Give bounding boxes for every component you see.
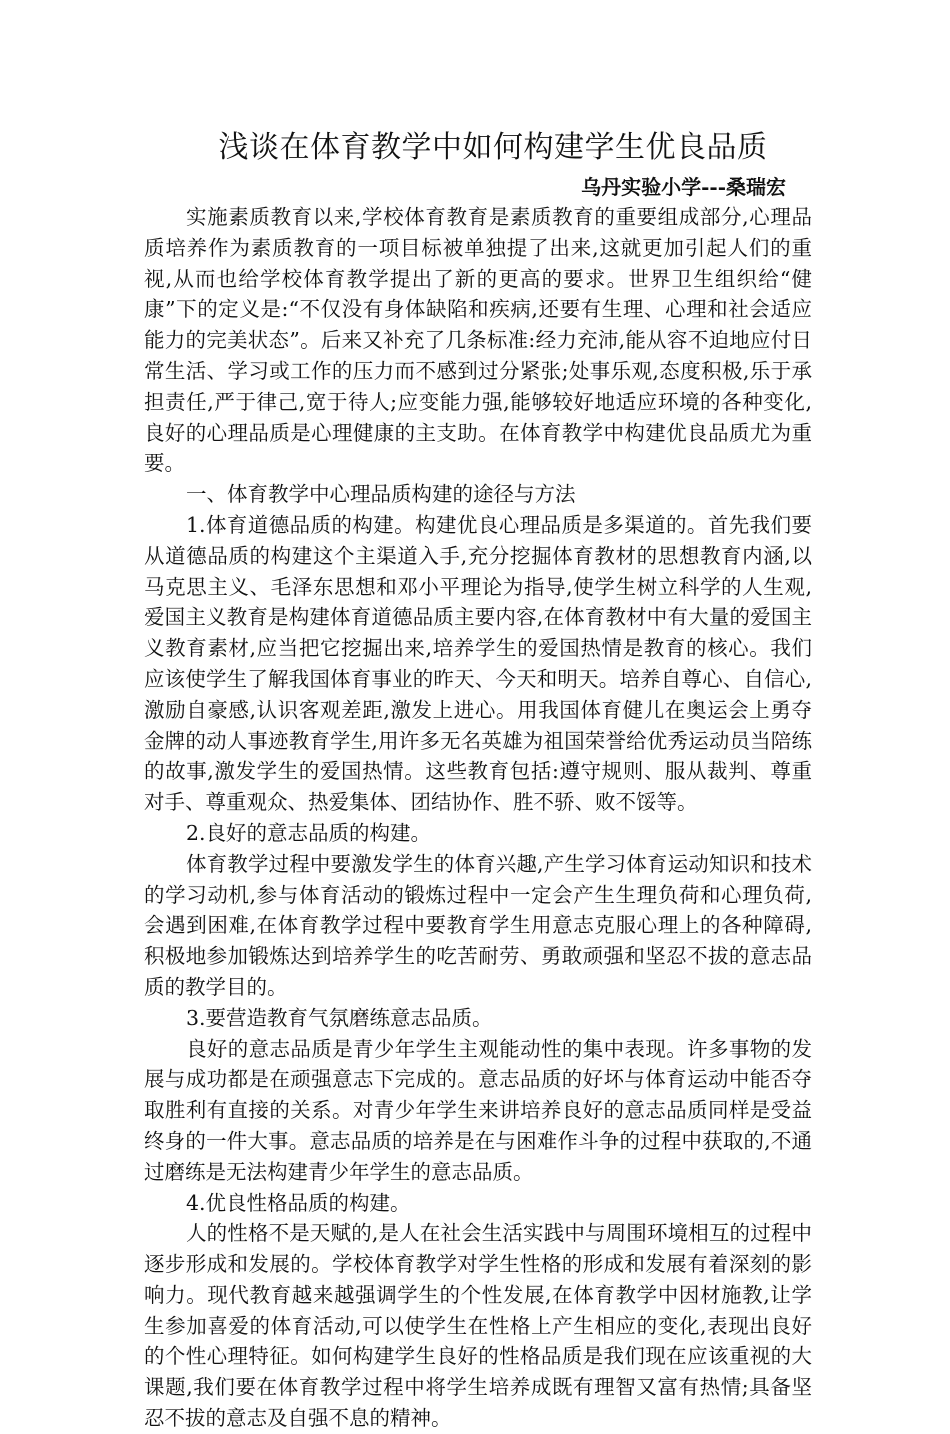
item1-paragraph: 1.体育道德品质的构建。构建优良心理品质是多渠道的。首先我们要从道德品质的构建这个主渠道入手,充分挖掘体育教材的思想教育内涵,以马克思主义、毛泽东思想和邓小平理论为指导,使学生树立科学的人生观,爱国主义教育是构建体育道德品质主要内容,在体育教材中有大量的爱国主义教育素材,应当把它挖掘出来,培养学生的爱国热情是教育的核心。我们应该使学生了解我国体育事业的昨天、今天和明天。培养自尊心、自信心,激励自豪感,认识客观差距,激发上进心。用我国体育健儿在奥运会上勇夺金牌的动人事迹教育学生,用许多无名英雄为祖国荣誉给优秀运动员当陪练的故事,激发学生的爱国热情。这些教育包括:遵守规则、服从裁判、尊重对手、尊重观众、热爱集体、团结协作、胜不骄、败不馁等。	[144, 512, 812, 815]
item2-heading: 2.良好的意志品质的构建。	[186, 820, 432, 845]
item3-paragraph: 良好的意志品质是青少年学生主观能动性的集中表现。许多事物的发展与成功都是在顽强意志下完成的。意志品质的好坏与体育运动中能否夺取胜利有直接的关系。对青少年学生来讲培养良好的意志品质同样是受益终身的一件大事。意志品质的培养是在与困难作斗争的过程中获取的,不通过磨练是无法构建青少年学生的意志品质。	[144, 1036, 812, 1184]
item4-paragraph: 人的性格不是天赋的,是人在社会生活实践中与周围环境相互的过程中逐步形成和发展的。学校体育教学对学生性格的形成和发展有着深刻的影响力。现代教育越来越强调学生的个性发展,在体育教学中因材施教,让学生参加喜爱的体育活动,可以使学生在性格上产生相应的变化,表现出良好的个性心理特征。如何构建学生良好的性格品质是我们现在应该重视的大课题,我们要在体育教学过程中将学生培养成既有理智又富有热情;具备坚忍不拔的意志及自强不息的精神。	[144, 1221, 812, 1431]
author-line: 乌丹实验小学---桑瑞宏	[581, 175, 786, 199]
intro-paragraph: 实施素质教育以来,学校体育教育是素质教育的重要组成部分,心理品质培养作为素质教育的一项目标被单独提了出来,这就更加引起人们的重视,从而也给学校体育教学提出了新的更高的要求。世界卫生组织给“健康”下的定义是:“不仅没有身体缺陷和疾病,还要有生理、心理和社会适应能力的完美状态”。后来又补充了几条标准:经力充沛,能从容不迫地应付日常生活、学习或工作的压力而不感到过分紧张;处事乐观,态度积极,乐于承担责任,严于律己,宽于待人;应变能力强,能够较好地适应环境的各种变化,良好的心理品质是心理健康的主支助。在体育教学中构建优良品质尤为重要。	[144, 205, 812, 476]
document-title: 浅谈在体育教学中如何构建学生优良品质	[218, 130, 768, 165]
document-page	[144, 124, 812, 1434]
section-heading: 一、体育教学中心理品质构建的途径与方法	[186, 482, 576, 507]
item2-paragraph: 体育教学过程中要激发学生的体育兴趣,产生学习体育运动知识和技术的学习动机,参与体育活动的锻炼过程中一定会产生生理负荷和心理负荷,会遇到困难,在体育教学过程中要教育学生用意志克服心理上的各种障碍,积极地参加锻炼达到培养学生的吃苦耐劳、勇敢顽强和坚忍不拔的意志品质的教学目的。	[144, 851, 812, 999]
item3-heading: 3.要营造教育气氛磨练意志品质。	[186, 1005, 493, 1030]
item4-heading: 4.优良性格品质的构建。	[186, 1190, 411, 1215]
